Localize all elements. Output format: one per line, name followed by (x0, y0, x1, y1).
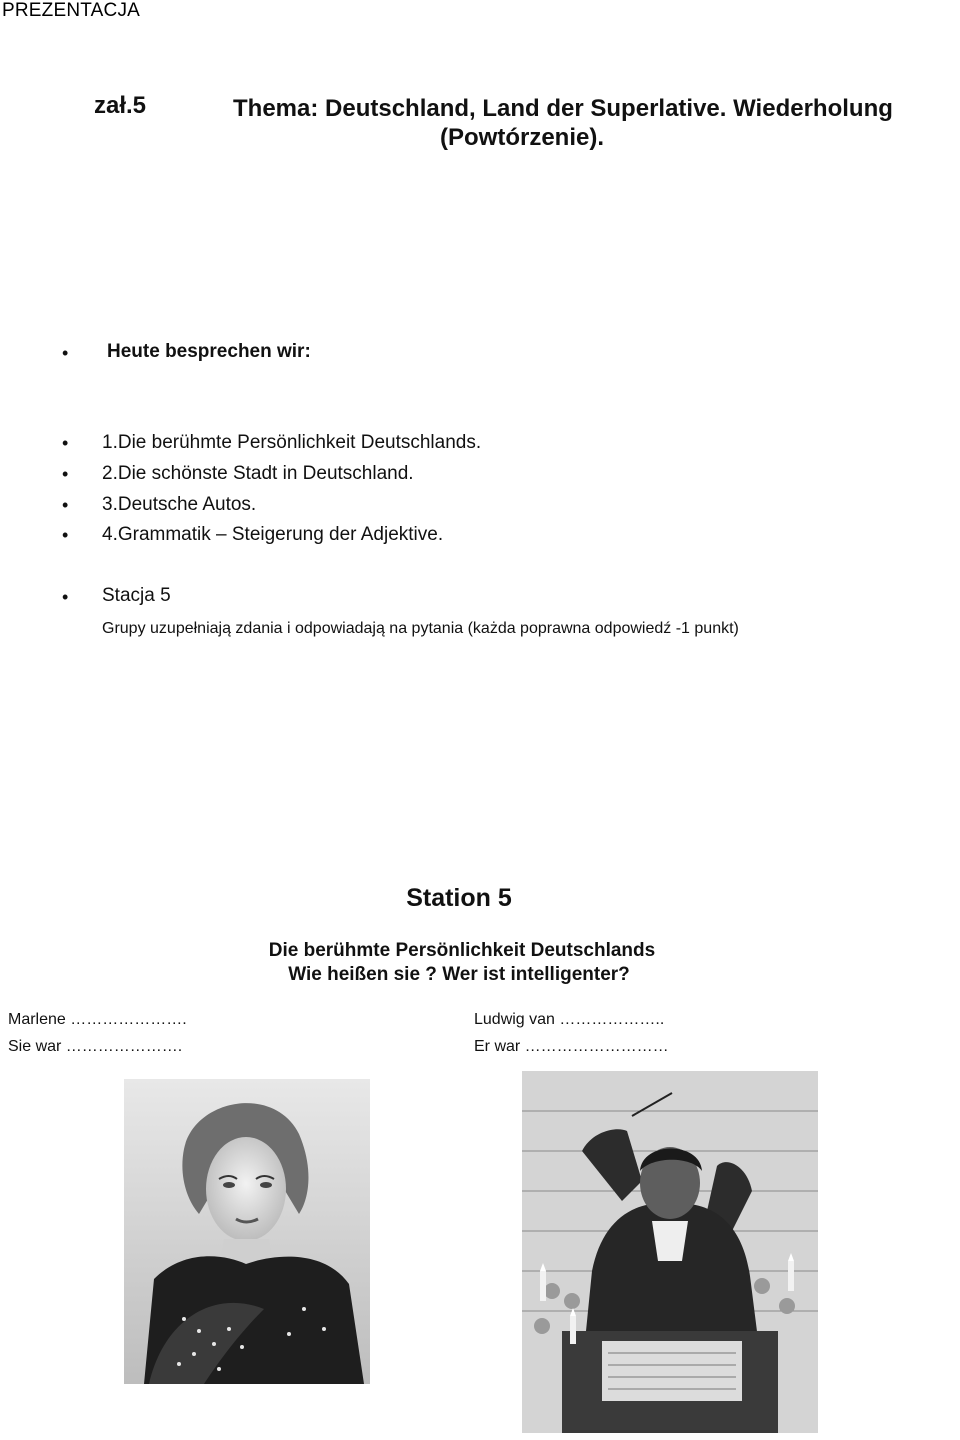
er-war-blank: Er war ……………………… (474, 1038, 669, 1055)
page-header: PREZENTACJA (2, 0, 141, 21)
station-title: Station 5 (406, 884, 512, 912)
bullet-icon: • (62, 433, 69, 453)
bullet-icon: • (62, 495, 69, 515)
station-bullet: Stacja 5 (102, 585, 171, 606)
station-subtitle: Die berühmte Persönlichkeit Deutschlands (268, 940, 656, 961)
topic-title-continued: (Powtórzenie). (440, 124, 605, 151)
intro-heading: Heute besprechen wir: (107, 341, 311, 362)
list-item: 2.Die schönste Stadt in Deutschland. (102, 463, 414, 484)
sie-war-blank: Sie war …………………. (8, 1038, 183, 1055)
list-item: 3.Deutsche Autos. (102, 494, 257, 515)
list-item: 1.Die berühmte Persönlichkeit Deutschlands. (102, 432, 482, 453)
station-question: Wie heißen sie ? Wer ist intelligenter? (288, 964, 630, 985)
bullet-icon: • (62, 587, 69, 607)
list-item: 4.Grammatik – Steigerung der Adjektive. (102, 524, 444, 545)
attachment-label: zał.5 (94, 92, 147, 119)
marlene-blank: Marlene …………………. (8, 1011, 187, 1028)
bullet-icon: • (62, 464, 69, 484)
conductor-engraving-icon (522, 1071, 818, 1433)
ludwig-blank: Ludwig van ……………….. (474, 1011, 665, 1028)
bullet-icon: • (62, 525, 69, 545)
instructions-text: Grupy uzupełniają zdania i odpowiadają na pytania (każda poprawna odpowiedź -1 punkt) (102, 620, 739, 637)
topic-title: Thema: Deutschland, Land der Superlative. Wiederholung (233, 95, 893, 122)
portrait-photo-icon (124, 1079, 370, 1384)
bullet-icon: • (62, 343, 69, 363)
